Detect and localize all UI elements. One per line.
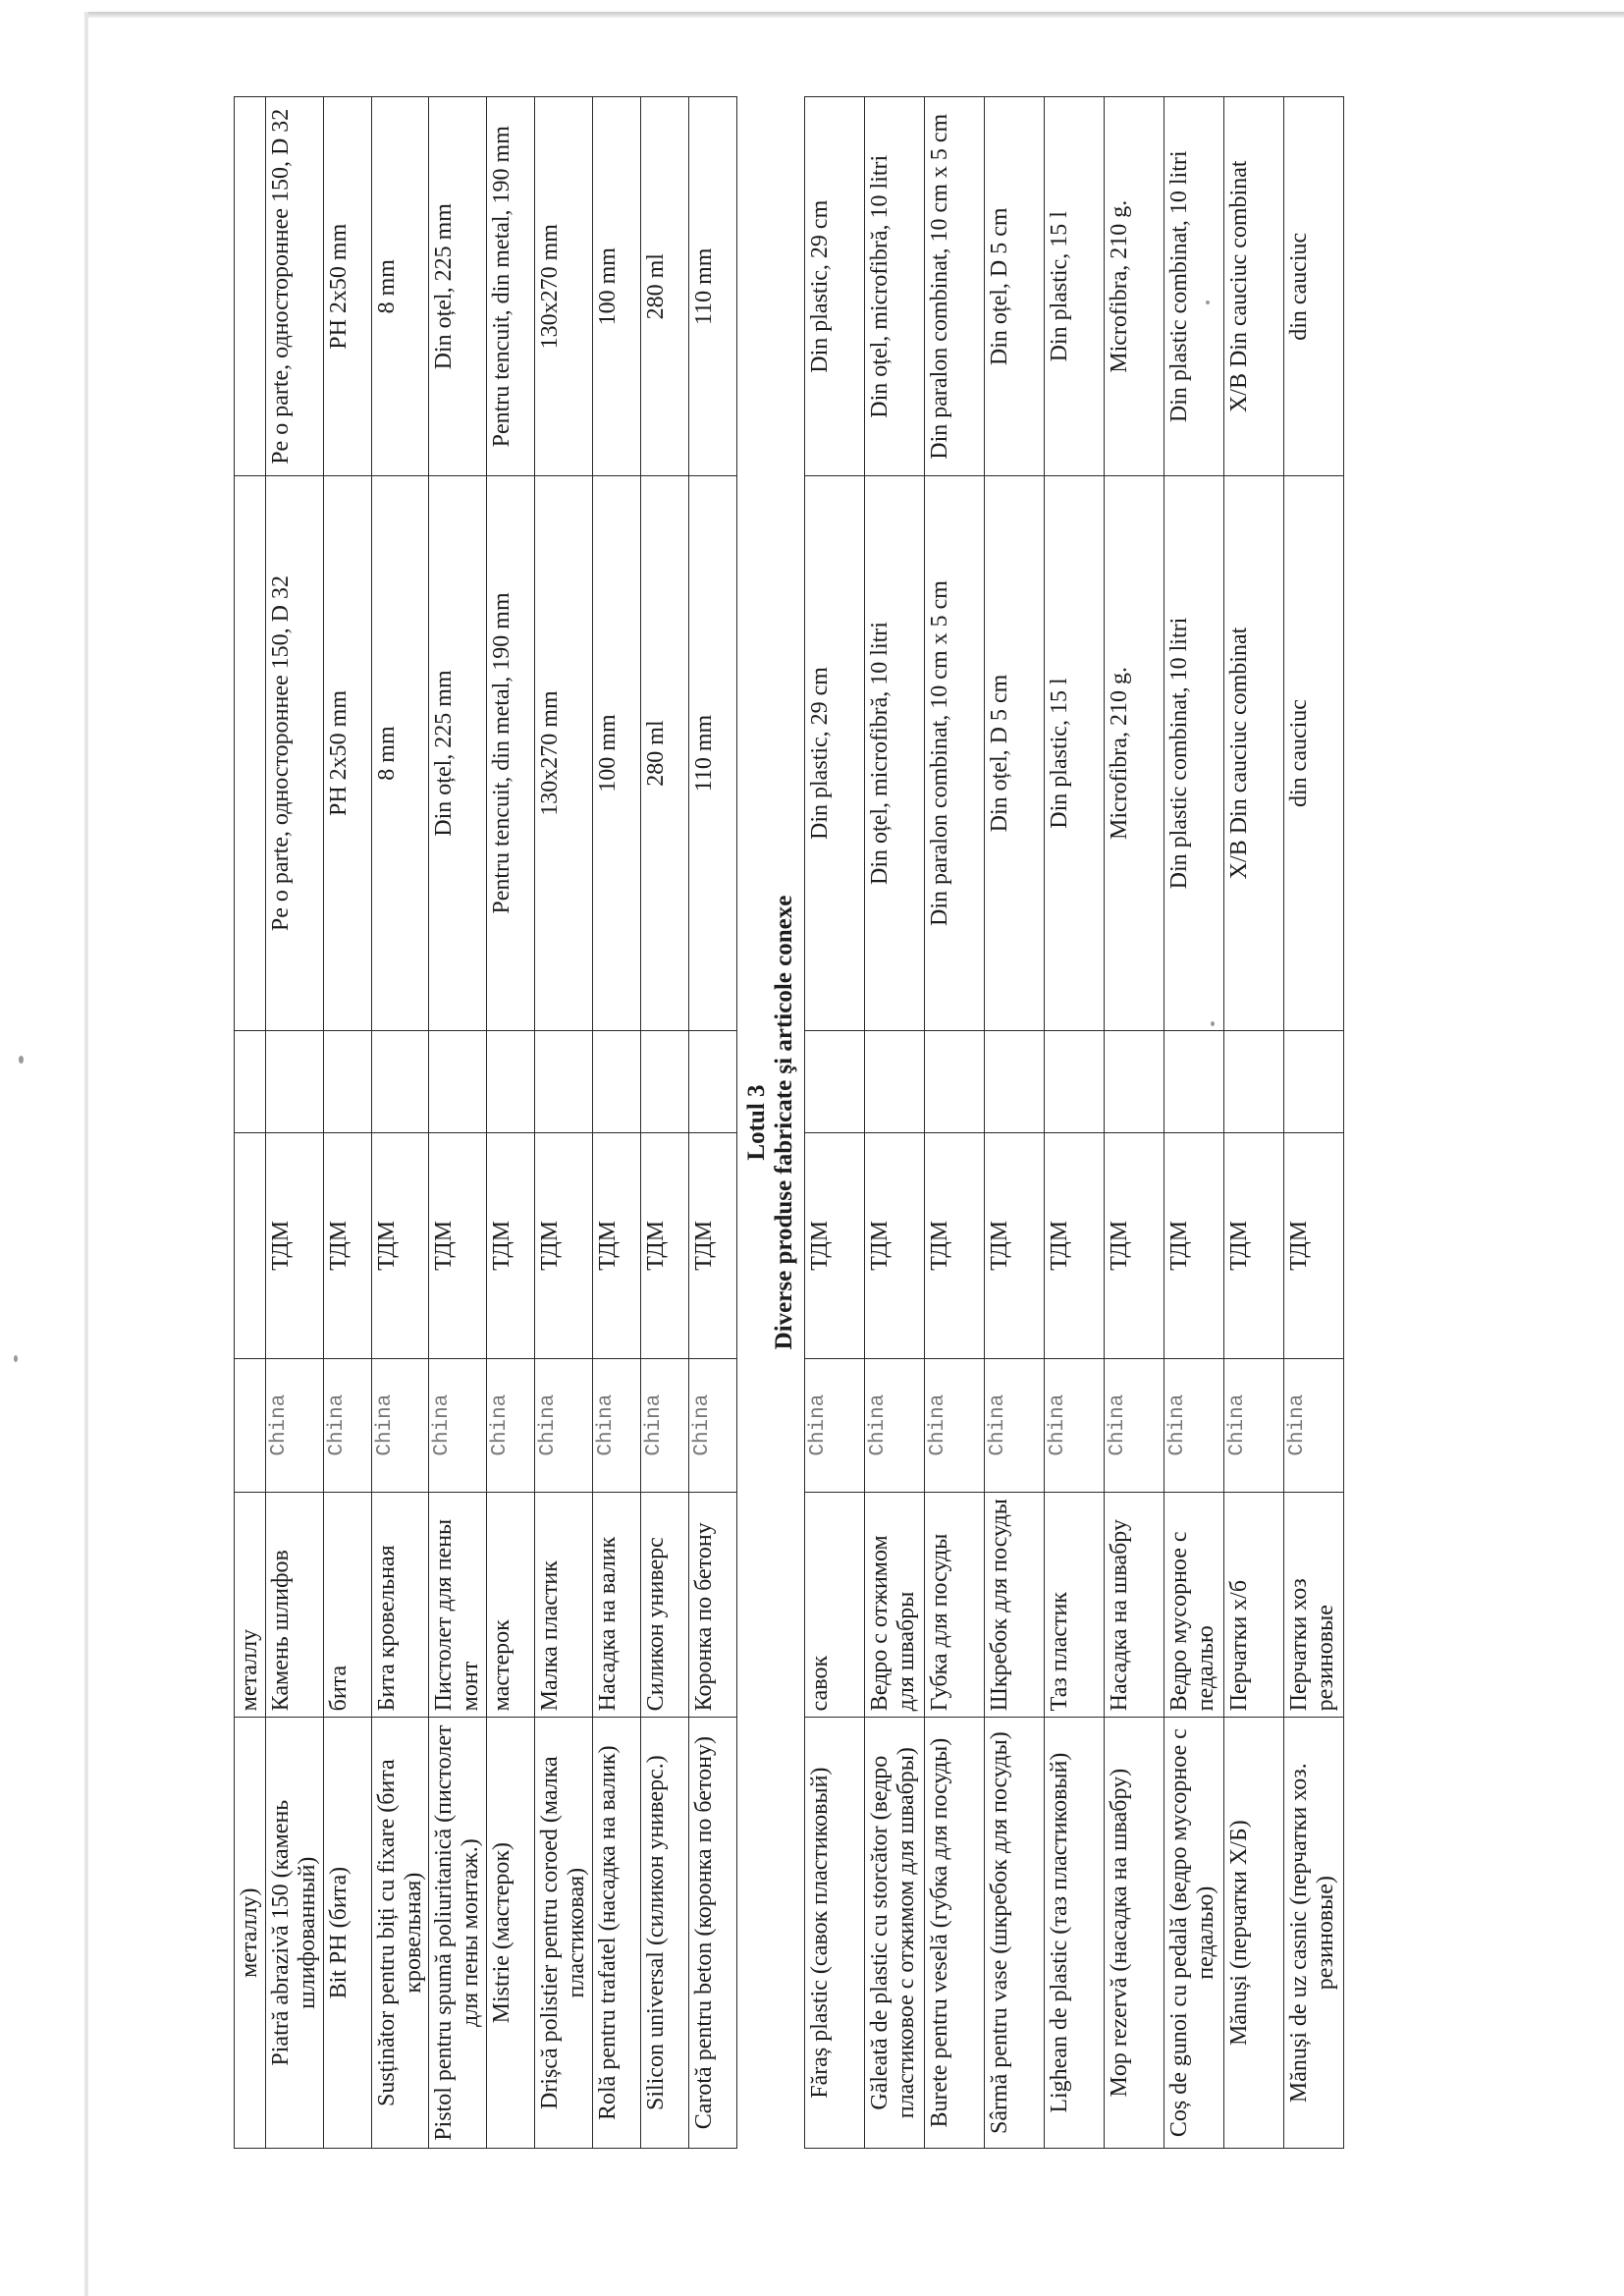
spec-offered-cell: Din oțel, D 5 cm bbox=[984, 476, 1044, 1030]
item-ru-name-cell: Силикон универс bbox=[640, 1492, 688, 1718]
item-ru-name-cell: Перчатки х/б bbox=[1223, 1492, 1283, 1718]
spec-required-cell: din cauciuc bbox=[1283, 97, 1343, 477]
scan-speck bbox=[1211, 1021, 1215, 1026]
item-name-cell: Susținător pentru biți cu fixare (бита кровельная) bbox=[371, 1718, 429, 2149]
spec-offered-cell: 130x270 mm bbox=[535, 476, 593, 1030]
spec-required-cell: PH 2x50 mm bbox=[323, 97, 371, 477]
item-name-cell: Sârmă pentru vase (шкребок для посуды) bbox=[984, 1718, 1044, 2149]
spec-required-cell: 280 ml bbox=[640, 97, 688, 477]
item-name-cell: Silicon universal (силикон универс.) bbox=[640, 1718, 688, 2149]
spec-offered-cell: Din paralon combinat, 10 cm x 5 cm bbox=[924, 476, 984, 1030]
header-fragment-2: металлу bbox=[235, 1492, 266, 1718]
country-cell: China bbox=[1283, 1358, 1343, 1492]
spec-required-cell: 110 mm bbox=[688, 97, 736, 477]
item-ru-name-cell: савок bbox=[804, 1492, 864, 1718]
country-cell: China bbox=[265, 1358, 323, 1492]
item-name-cell: Coș de gunoi cu pedală (ведро мусорное с педалью) bbox=[1164, 1718, 1223, 2149]
country-cell: China bbox=[640, 1358, 688, 1492]
item-name-cell: Rolă pentru trafatel (насадка на валик) bbox=[592, 1718, 640, 2149]
brand-cell: ТДМ bbox=[1044, 1132, 1104, 1358]
empty-cell bbox=[1164, 1030, 1223, 1132]
table-row bbox=[371, 97, 429, 2149]
country-cell: China bbox=[924, 1358, 984, 1492]
spec-offered-cell: Microfibra, 210 g. bbox=[1104, 476, 1164, 1030]
document-page bbox=[234, 96, 1569, 2149]
item-name-cell: Făraș plastic (савок пластиковый) bbox=[804, 1718, 864, 2149]
item-ru-name-cell: Ведро мусорное с педалью bbox=[1164, 1492, 1223, 1718]
empty-cell bbox=[487, 1030, 535, 1132]
scan-left-edge bbox=[84, 12, 88, 2296]
brand-cell: ТДМ bbox=[429, 1132, 487, 1358]
spec-offered-cell: Din oțel, microfibră, 10 litri bbox=[864, 476, 924, 1030]
table-row bbox=[1104, 97, 1164, 2149]
spec-offered-cell: Din plastic, 15 l bbox=[1044, 476, 1104, 1030]
country-cell: China bbox=[371, 1358, 429, 1492]
item-ru-name-cell: Бита кровельная bbox=[371, 1492, 429, 1718]
country-cell: China bbox=[804, 1358, 864, 1492]
item-ru-name-cell: Ведро с отжимом для швабры bbox=[864, 1492, 924, 1718]
spec-required-cell: Microfibra, 210 g. bbox=[1104, 97, 1164, 477]
table-row bbox=[924, 97, 984, 2149]
item-name-cell: Mop rezervă (насадка на швабру) bbox=[1104, 1718, 1164, 2149]
empty-cell bbox=[323, 1030, 371, 1132]
item-ru-name-cell: Перчатки хоз резиновые bbox=[1283, 1492, 1343, 1718]
scan-speck bbox=[14, 1355, 18, 1362]
table-row bbox=[1223, 97, 1283, 2149]
table-row bbox=[984, 97, 1044, 2149]
country-cell: China bbox=[984, 1358, 1044, 1492]
item-ru-name-cell: Насадка на валик bbox=[592, 1492, 640, 1718]
item-ru-name-cell: Малка пластик bbox=[535, 1492, 593, 1718]
spec-required-cell: Din plastic, 29 cm bbox=[804, 97, 864, 477]
item-name-cell: Piatră abrazivă 150 (камень шлифованный) bbox=[265, 1718, 323, 2149]
empty-cell bbox=[804, 1030, 864, 1132]
spec-offered-cell: 8 mm bbox=[371, 476, 429, 1030]
table-row bbox=[1164, 97, 1223, 2149]
spec-required-cell: Pentru tencuit, din metal, 190 mm bbox=[487, 97, 535, 477]
empty-cell bbox=[535, 1030, 593, 1132]
brand-cell: ТДМ bbox=[1104, 1132, 1164, 1358]
empty-cell bbox=[924, 1030, 984, 1132]
brand-cell: ТДМ bbox=[864, 1132, 924, 1358]
lot-title: Lotul 3 bbox=[742, 1084, 770, 1161]
table-row bbox=[535, 97, 593, 2149]
table-row bbox=[265, 97, 323, 2149]
item-ru-name-cell: Таз пластик bbox=[1044, 1492, 1104, 1718]
table-row bbox=[323, 97, 371, 2149]
empty-cell bbox=[1044, 1030, 1104, 1132]
empty-cell bbox=[864, 1030, 924, 1132]
item-ru-name-cell: Пистолет для пены монт bbox=[429, 1492, 487, 1718]
brand-cell: ТДМ bbox=[984, 1132, 1044, 1358]
brand-cell: ТДМ bbox=[804, 1132, 864, 1358]
table-row bbox=[429, 97, 487, 2149]
table-row bbox=[688, 97, 736, 2149]
empty-cell bbox=[1223, 1030, 1283, 1132]
brand-cell: ТДМ bbox=[1223, 1132, 1283, 1358]
spec-offered-cell: PH 2x50 mm bbox=[323, 476, 371, 1030]
item-ru-name-cell: мастерок bbox=[487, 1492, 535, 1718]
lot-header bbox=[736, 97, 804, 2149]
empty-cell bbox=[688, 1030, 736, 1132]
country-cell: China bbox=[1044, 1358, 1104, 1492]
table-row bbox=[592, 97, 640, 2149]
spec-offered-cell: Pe o parte, одностороннее 150, D 32 bbox=[265, 476, 323, 1030]
spec-required-cell: X/B Din cauciuc combinat bbox=[1223, 97, 1283, 477]
item-ru-name-cell: Камень шлифов bbox=[265, 1492, 323, 1718]
empty-cell bbox=[371, 1030, 429, 1132]
country-cell: China bbox=[535, 1358, 593, 1492]
item-name-cell: Găleată de plastic cu storcător (ведро пластиковое с отжимом для швабры) bbox=[864, 1718, 924, 2149]
empty-cell bbox=[1283, 1030, 1343, 1132]
country-cell: China bbox=[688, 1358, 736, 1492]
country-cell: China bbox=[429, 1358, 487, 1492]
header-fragment: металлу) bbox=[235, 1718, 266, 2149]
item-name-cell: Mistrie (мастерок) bbox=[487, 1718, 535, 2149]
country-cell: China bbox=[1104, 1358, 1164, 1492]
spec-required-cell: Pe o parte, одностороннее 150, D 32 bbox=[265, 97, 323, 477]
item-name-cell: Carotă pentru beton (коронка по бетону) bbox=[688, 1718, 736, 2149]
empty-cell bbox=[265, 1030, 323, 1132]
table-row bbox=[804, 97, 864, 2149]
table-row bbox=[1044, 97, 1104, 2149]
brand-cell: ТДМ bbox=[535, 1132, 593, 1358]
spec-offered-cell: din cauciuc bbox=[1283, 476, 1343, 1030]
scan-top-edge bbox=[88, 12, 1624, 18]
brand-cell: ТДМ bbox=[371, 1132, 429, 1358]
spec-offered-cell: 280 ml bbox=[640, 476, 688, 1030]
rotated-table-sheet bbox=[234, 96, 1569, 2149]
country-cell: China bbox=[864, 1358, 924, 1492]
brand-cell: ТДМ bbox=[924, 1132, 984, 1358]
brand-cell: ТДМ bbox=[323, 1132, 371, 1358]
brand-cell: ТДМ bbox=[640, 1132, 688, 1358]
item-name-cell: Pistol pentru spumă poliuritanică (пистолет для пены монтаж.) bbox=[429, 1718, 487, 2149]
item-ru-name-cell: Губка для посуды bbox=[924, 1492, 984, 1718]
spec-offered-cell: Din plastic combinat, 10 litri bbox=[1164, 476, 1223, 1030]
item-ru-name-cell: Коронка по бетону bbox=[688, 1492, 736, 1718]
spec-offered-cell: Pentru tencuit, din metal, 190 mm bbox=[487, 476, 535, 1030]
empty-cell bbox=[592, 1030, 640, 1132]
product-table bbox=[234, 96, 1344, 2149]
item-ru-name-cell: Насадка на швабру bbox=[1104, 1492, 1164, 1718]
item-ru-name-cell: Шкребок для посуды bbox=[984, 1492, 1044, 1718]
item-name-cell: Mănuși de uz casnic (перчатки хоз. резиновые) bbox=[1283, 1718, 1343, 2149]
brand-cell: ТДМ bbox=[1283, 1132, 1343, 1358]
spec-required-cell: 8 mm bbox=[371, 97, 429, 477]
spec-offered-cell: Din plastic, 29 cm bbox=[804, 476, 864, 1030]
spec-required-cell: Din paralon combinat, 10 cm x 5 cm bbox=[924, 97, 984, 477]
country-cell: China bbox=[1164, 1358, 1223, 1492]
spec-required-cell: 130x270 mm bbox=[535, 97, 593, 477]
brand-cell: ТДМ bbox=[265, 1132, 323, 1358]
table-row bbox=[235, 97, 266, 2149]
spec-required-cell: Din oțel, D 5 cm bbox=[984, 97, 1044, 477]
brand-cell: ТДМ bbox=[487, 1132, 535, 1358]
empty-cell bbox=[429, 1030, 487, 1132]
item-name-cell: Burete pentru veselă (губка для посуды) bbox=[924, 1718, 984, 2149]
table-row bbox=[640, 97, 688, 2149]
country-cell: China bbox=[487, 1358, 535, 1492]
table-row bbox=[1283, 97, 1343, 2149]
empty-cell bbox=[1104, 1030, 1164, 1132]
table-row bbox=[864, 97, 924, 2149]
lot-subtitle: Diverse produse fabricate şi articole conexe bbox=[770, 895, 797, 1350]
spec-required-cell: 100 mm bbox=[592, 97, 640, 477]
spec-offered-cell: 110 mm bbox=[688, 476, 736, 1030]
item-name-cell: Drișcă polistier pentru coroed (малка пластиковая) bbox=[535, 1718, 593, 2149]
scan-speck bbox=[1206, 301, 1210, 304]
spec-required-cell: Din plastic combinat, 10 litri bbox=[1164, 97, 1223, 477]
spec-required-cell: Din oțel, 225 mm bbox=[429, 97, 487, 477]
country-cell: China bbox=[323, 1358, 371, 1492]
table-row bbox=[487, 97, 535, 2149]
brand-cell: ТДМ bbox=[1164, 1132, 1223, 1358]
empty-cell bbox=[640, 1030, 688, 1132]
item-ru-name-cell: бита bbox=[323, 1492, 371, 1718]
spec-offered-cell: X/B Din cauciuc combinat bbox=[1223, 476, 1283, 1030]
item-name-cell: Bit PH (бита) bbox=[323, 1718, 371, 2149]
item-name-cell: Lighean de plastic (таз пластиковый) bbox=[1044, 1718, 1104, 2149]
spec-required-cell: Din oțel, microfibră, 10 litri bbox=[864, 97, 924, 477]
brand-cell: ТДМ bbox=[592, 1132, 640, 1358]
brand-cell: ТДМ bbox=[688, 1132, 736, 1358]
spec-offered-cell: Din oțel, 225 mm bbox=[429, 476, 487, 1030]
country-cell: China bbox=[1223, 1358, 1283, 1492]
country-cell: China bbox=[592, 1358, 640, 1492]
spec-offered-cell: 100 mm bbox=[592, 476, 640, 1030]
item-name-cell: Mănuși (перчатки X/Б) bbox=[1223, 1718, 1283, 2149]
scan-speck bbox=[19, 1056, 24, 1064]
empty-cell bbox=[984, 1030, 1044, 1132]
spec-required-cell: Din plastic, 15 l bbox=[1044, 97, 1104, 477]
